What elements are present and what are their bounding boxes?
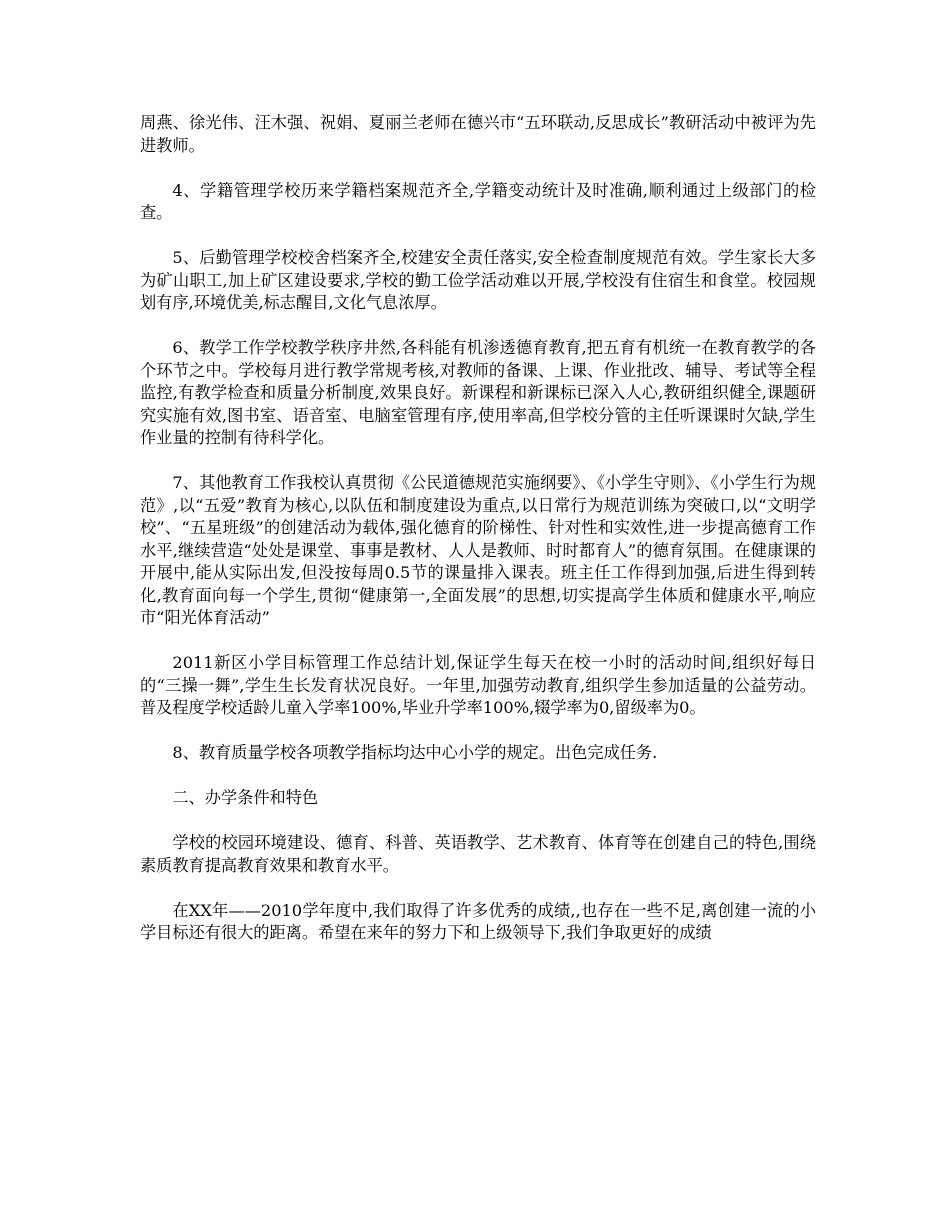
- paragraph-teaching: 6、教学工作学校教学秩序井然,各科能有机渗透德育教育,把五育有机统一在教育教学的各个环节之中。学校每月进行教学常规考核,对教师的备课、上课、作业批改、辅导、考试等全程监控,有教学检查和质量分析制度,效果良好。新课程和新课标已深入人心,教研组织健全,课题研究实施有效,图书室、语音室、电脑室管理有序,使用率高,但学校分管的主任听课课时欠缺,学生作业量的控制有待科学化。: [140, 338, 816, 447]
- section-heading: 二、办学条件和特色: [172, 788, 319, 807]
- paragraph-quality: 8、教育质量学校各项教学指标均达中心小学的规定。出色完成任务.: [172, 743, 658, 762]
- paragraph-conclusion: 在XX年——2010学年度中,我们取得了许多优秀的成绩,,也存在一些不足,离创建一流的小学目标还有很大的距离。希望在来年的努力下和上级领导下,我们争取更好的成绩: [140, 900, 816, 942]
- paragraph-activities: 2011新区小学目标管理工作总结计划,保证学生每天在校一小时的活动时间,组织好每日的“三操一舞”,学生生长发育状况良好。一年里,加强劳动教育,组织学生参加适量的公益劳动。普及程度学校适龄儿童入学率100%,毕业升学率100%,辍学率为0,留级率为0。: [140, 653, 816, 717]
- paragraph-teachers: 周燕、徐光伟、汪木强、祝娟、夏丽兰老师在德兴市“五环联动,反思成长”教研活动中被评为先进教师。: [140, 113, 816, 155]
- paragraph-other-education: 7、其他教育工作我校认真贯彻《公民道德规范实施纲要》、《小学生守则》、《小学生行为规范》,以“五爱”教育为核心,以队伍和制度建设为重点,以日常行为规范训练为突破口,以“文明学校”、“五星班级”的创建活动为载体,强化德育的阶梯性、针对性和实效性,进一步提高德育工作水平,继续营造“处处是课堂、事事是教材、人人是教师、时时都育人”的德育氛围。在健康课的开展中,能从实际出发,但没按每周0.5节的课量排入课表。班主任工作得到加强,后进生得到转化,教育面向每一个学生,贯彻“健康第一,全面发展”的思想,切实提高学生体质和健康水平,响应市“阳光体育活动”: [140, 473, 816, 627]
- document-page: [140, 112, 816, 967]
- paragraph-student-records: 4、学籍管理学校历来学籍档案规范齐全,学籍变动统计及时准确,顺利通过上级部门的检查。: [140, 180, 816, 222]
- paragraph-features: 学校的校园环境建设、德育、科普、英语教学、艺术教育、体育等在创建自己的特色,围绕素质教育提高教育效果和教育水平。: [140, 833, 816, 875]
- paragraph-logistics: 5、后勤管理学校校舍档案齐全,校建安全责任落实,安全检查制度规范有效。学生家长大多为矿山职工,加上矿区建设要求,学校的勤工俭学活动难以开展,学校没有住宿生和食堂。校园规划有序,环境优美,标志醒目,文化气息浓厚。: [140, 248, 816, 312]
